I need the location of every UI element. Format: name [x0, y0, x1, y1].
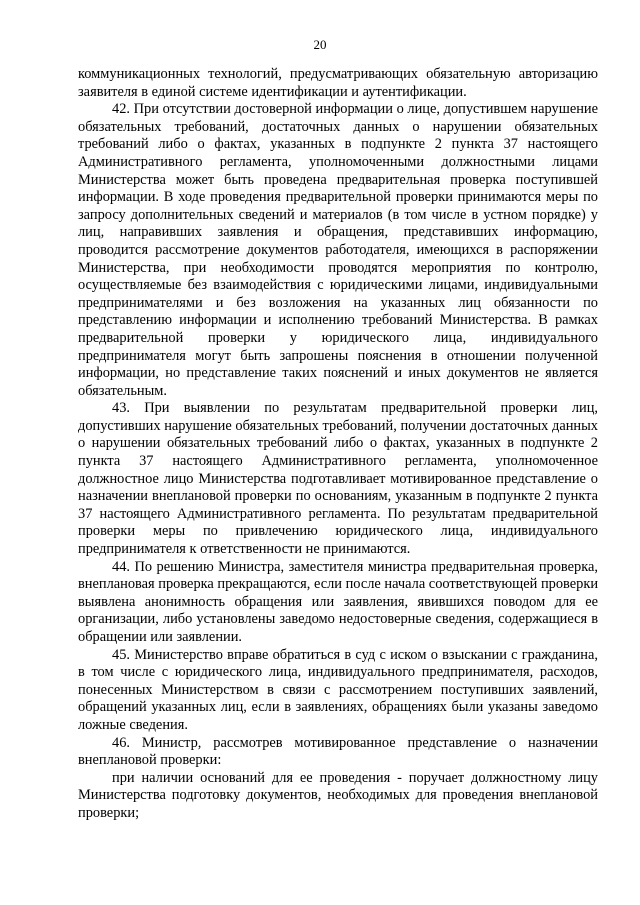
document-body: [78, 66, 598, 823]
paragraph-continuation: коммуникационных технологий, предусматривающих обязательную авторизацию заявителя в единой системе идентификации и аутентификации.: [78, 66, 598, 100]
paragraph-46-item: при наличии оснований для ее проведения - поручает должностному лицу Министерства подготовку документов, необходимых для проведения внеплановой проверки;: [78, 769, 598, 821]
paragraph-46: 46. Министр, рассмотрев мотивированное представление о назначении внеплановой проверки:: [78, 734, 598, 769]
page-number: 20: [313, 37, 327, 52]
paragraph-44: 44. По решению Министра, заместителя министра предварительная проверка, внеплановая проверка прекращаются, если после начала соответствующей проверки выявлена анонимность обращения или заявления, явившихся поводом для ее организации, либо установлены заведомо недостоверные сведения, содержащиеся в обращении или заявлении.: [78, 558, 599, 645]
paragraph-42: 42. При отсутствии достоверной информации о лице, допустившем нарушение обязательных требований, достаточных данных о нарушении обязательных требований либо о фактах, указанных в подпункте 2 пункта 37 настоящего Административного регламента, уполномоченными должностными лицами Министерства может быть проведена предварительная проверка поступившей информации. В ходе проведения предварительной проверки принимаются меры по запросу дополнительных сведений и материалов (в том числе в устном порядке) у лиц, направивших заявления и обращения, представивших информацию, проводится рассмотрение документов работодателя, имеющихся в распоряжении Министерства, при необходимости проводятся мероприятия по контролю, осуществляемые без взаимодействия с юридическими лицами, индивидуальными предпринимателями и без возложения на указанных лиц обязанности по представлению информации и исполнению требований Министерства. В рамках предварительной проверки у юридического лица, индивидуального предпринимателя могут быть запрошены пояснения в отношении полученной информации, но представление таких пояснений и иных документов не является обязательным.: [78, 101, 598, 399]
paragraph-45: 45. Министерство вправе обратиться в суд с иском о взыскании с гражданина, в том числе с юридического лица, индивидуального предпринимателя, расходов, понесенных Министерством в связи с рассмотрением поступивших заявлений, обращений указанных лиц, если в заявлениях, обращениях были указаны заведомо ложные сведения.: [78, 646, 598, 733]
paragraph-43: 43. При выявлении по результатам предварительной проверки лиц, допустивших нарушение обязательных требований, получении достаточных данных о нарушении обязательных требований либо о фактах, указанных в подпункте 2 пункта 37 настоящего Административного регламента, уполномоченное должностное лицо Министерства подготавливает мотивированное представление о назначении внеплановой проверки по основаниям, указанным в подпункте 2 пункта 37 настоящего Административного регламента. По результатам предварительной проверки меры по привлечению юридического лица, индивидуального предпринимателя к ответственности не принимаются.: [78, 400, 598, 558]
